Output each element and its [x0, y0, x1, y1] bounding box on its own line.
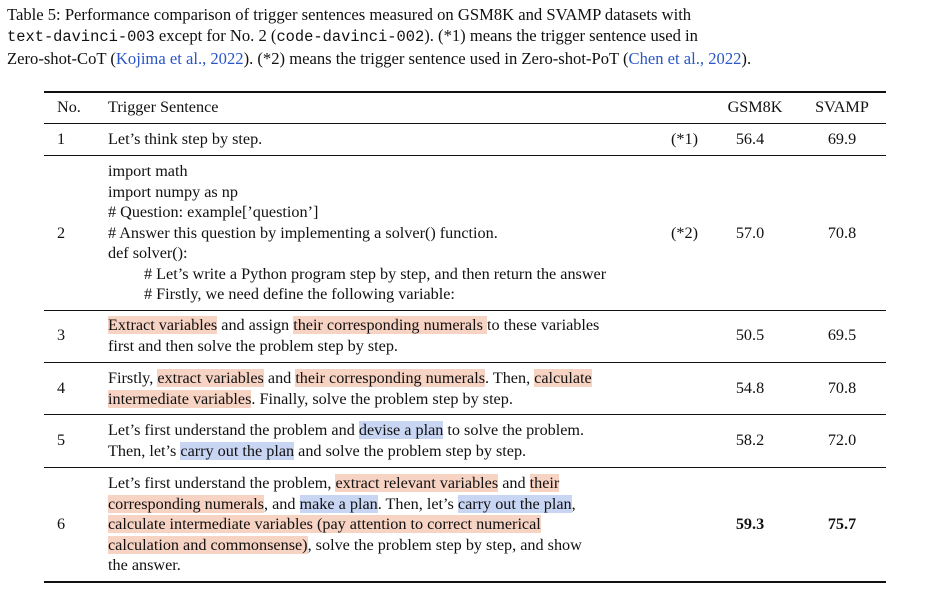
sentence-text: Then, let’s: [108, 441, 181, 460]
caption-text: ).: [741, 49, 752, 68]
header-gsm8k: GSM8K: [727, 98, 783, 116]
sentence-text: and solve the problem step by step.: [294, 441, 527, 460]
gsm8k-score: 50.5: [735, 326, 765, 344]
svamp-score: 69.9: [827, 130, 857, 148]
row-number: 3: [57, 326, 66, 344]
sentence-text: , solve the problem step by step, and show: [307, 535, 582, 554]
row-number: 2: [57, 224, 66, 242]
trigger-sentence: [108, 161, 606, 305]
highlight-variables: their corresponding numerals: [295, 369, 486, 387]
gsm8k-score-best: 59.3: [735, 515, 765, 533]
svamp-score: 69.5: [827, 326, 857, 344]
caption-text: ). (*2) means the trigger sentence used in Zero-shot-PoT (: [243, 49, 629, 68]
sentence-text: , and: [264, 494, 300, 513]
row-divider: [44, 155, 886, 156]
caption-line-2: [7, 25, 933, 48]
sentence-text: ,: [571, 494, 576, 513]
trigger-sentence: Let’s think step by step.: [108, 130, 263, 148]
trigger-tag: (*1): [671, 130, 698, 148]
caption-text: Zero-shot-CoT (: [7, 49, 116, 68]
sentence-text: . Then, let’s: [377, 494, 458, 513]
svamp-score: 70.8: [827, 379, 857, 397]
code-line: # Question: example[’question’]: [108, 203, 319, 221]
model-name-code: text-davinci-003: [7, 28, 155, 46]
caption-line-1: Table 5: Performance comparison of trigger sentences measured on GSM8K and SVAMP datasets with: [7, 5, 692, 24]
header-no: No.: [57, 98, 81, 116]
code-line: def solver():: [108, 244, 188, 262]
code-line: import math: [108, 162, 188, 180]
header-trigger: Trigger Sentence: [108, 98, 219, 116]
table-bottom-rule: [44, 581, 886, 583]
sentence-text: Let’s first understand the problem and: [108, 421, 359, 439]
sentence-text: and: [263, 369, 296, 387]
model-name-code: code-davinci-002: [276, 28, 425, 46]
row-divider: [44, 414, 886, 415]
caption-text: except for No. 2 (: [154, 26, 277, 45]
highlight-variables: calculation and commonsense): [108, 535, 308, 554]
sentence-text: to solve the problem.: [443, 421, 585, 439]
svamp-score: 70.8: [827, 224, 857, 242]
header-rule: [44, 123, 886, 124]
gsm8k-score: 57.0: [735, 224, 765, 242]
caption-line-3: [7, 48, 933, 69]
highlight-variables: calculate intermediate variables (pay attention to correct numerical: [108, 515, 541, 533]
highlight-variables: extract relevant variables: [335, 474, 499, 492]
row-number: 4: [57, 379, 66, 397]
highlight-plan: carry out the plan: [457, 494, 572, 513]
trigger-tag: (*2): [671, 224, 698, 242]
highlight-plan: make a plan: [299, 494, 378, 513]
citation-link[interactable]: Kojima et al., 2022: [115, 49, 244, 68]
sentence-text: Firstly,: [108, 369, 158, 387]
gsm8k-score: 58.2: [735, 431, 765, 449]
trigger-sentence: [108, 368, 592, 409]
caption-text: ). (*1) means the trigger sentence used in: [424, 26, 698, 45]
sentence-text: . Then,: [485, 369, 535, 387]
sentence-text: first and then solve the problem step by step.: [108, 336, 398, 355]
svamp-score: 72.0: [827, 431, 857, 449]
gsm8k-score: 56.4: [735, 130, 765, 148]
sentence-text: to these variables: [486, 316, 600, 334]
row-number: 1: [57, 130, 66, 148]
code-line: # Firstly, we need define the following variable:: [144, 285, 455, 303]
highlight-variables: corresponding numerals: [108, 494, 264, 513]
table-caption: [7, 4, 933, 69]
highlight-variables: calculate: [534, 369, 592, 387]
row-number: 6: [57, 515, 66, 533]
code-line: import numpy as np: [108, 182, 238, 201]
trigger-sentence: [108, 315, 599, 356]
trigger-sentence: [108, 473, 582, 576]
highlight-variables: Extract variables: [108, 316, 218, 334]
highlight-variables: their: [529, 474, 560, 492]
row-divider: [44, 362, 886, 363]
citation-link[interactable]: Chen et al., 2022: [628, 49, 742, 68]
sentence-text: Let’s first understand the problem,: [108, 474, 336, 492]
highlight-variables: intermediate variables: [108, 389, 252, 408]
sentence-text: and: [498, 474, 530, 492]
highlight-variables: their corresponding numerals: [293, 316, 487, 334]
header-svamp: SVAMP: [815, 98, 869, 116]
row-divider: [44, 310, 886, 311]
code-line: # Let’s write a Python program step by step, and then return the answer: [144, 264, 607, 283]
row-divider: [44, 467, 886, 468]
highlight-plan: carry out the plan: [180, 441, 295, 460]
highlight-plan: devise a plan: [358, 421, 444, 439]
gsm8k-score: 54.8: [735, 379, 765, 397]
highlight-variables: extract variables: [157, 369, 264, 387]
trigger-sentence: [108, 420, 584, 461]
sentence-text: and assign: [217, 316, 294, 334]
row-number: 5: [57, 431, 66, 449]
svamp-score-best: 75.7: [827, 515, 857, 533]
table-top-rule: [44, 91, 886, 93]
code-line: # Answer this question by implementing a solver() function.: [108, 223, 498, 242]
sentence-text: . Finally, solve the problem step by step.: [251, 389, 513, 408]
sentence-text: the answer.: [108, 556, 181, 574]
